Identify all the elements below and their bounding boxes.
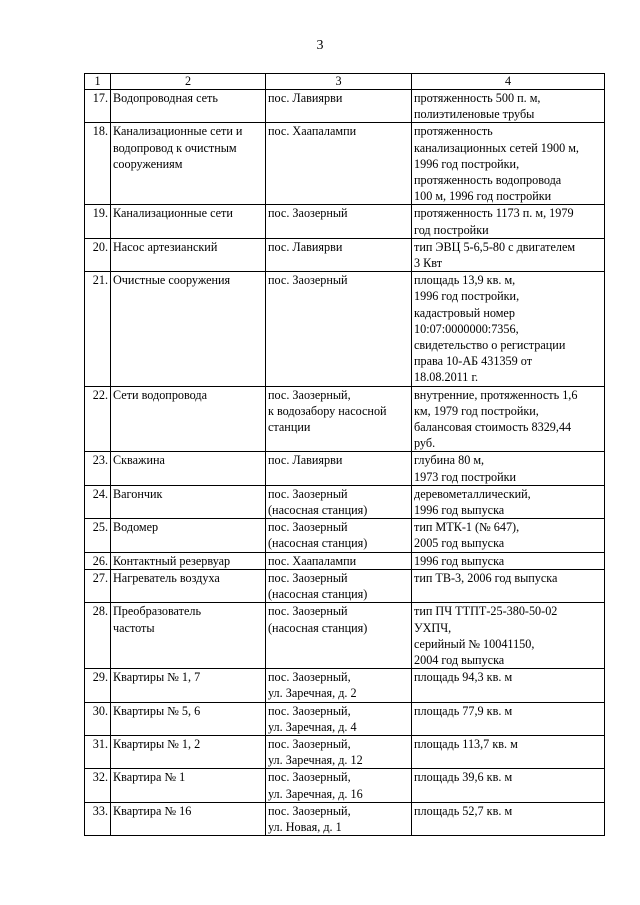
page-number: 3	[316, 38, 324, 53]
object-location: пос. Заозерный, к водозабору насосной станции	[266, 386, 412, 452]
object-name: Водопроводная сеть	[111, 90, 266, 123]
object-details: протяженность 1173 п. м, 1979 год постройки	[412, 205, 605, 238]
table-row	[85, 769, 605, 802]
column-header-3: 3	[266, 74, 412, 90]
row-number: 26.	[85, 552, 111, 569]
object-location: пос. Заозерный (насосная станция)	[266, 569, 412, 602]
object-location: пос. Заозерный, ул. Заречная, д. 4	[266, 702, 412, 735]
row-number: 24.	[85, 485, 111, 518]
object-location: пос. Лавиярви	[266, 90, 412, 123]
object-location: пос. Заозерный, ул. Заречная, д. 12	[266, 735, 412, 768]
table-row	[85, 485, 605, 518]
table-body	[85, 90, 605, 836]
table-row	[85, 603, 605, 669]
table-row	[85, 702, 605, 735]
object-name: Нагреватель воздуха	[111, 569, 266, 602]
object-location: пос. Заозерный	[266, 205, 412, 238]
object-details: площадь 77,9 кв. м	[412, 702, 605, 735]
object-location: пос. Заозерный (насосная станция)	[266, 485, 412, 518]
object-name: Преобразователь частоты	[111, 603, 266, 669]
object-details: протяженность 500 п. м, полиэтиленовые трубы	[412, 90, 605, 123]
object-name: Квартиры № 1, 7	[111, 669, 266, 702]
table-row	[85, 802, 605, 835]
object-details: тип ЭВЦ 5-6,5-80 с двигателем 3 Квт	[412, 238, 605, 271]
object-location: пос. Хаапалампи	[266, 123, 412, 205]
row-number: 18.	[85, 123, 111, 205]
object-details: деревометаллический, 1996 год выпуска	[412, 485, 605, 518]
object-name: Квартиры № 1, 2	[111, 735, 266, 768]
row-number: 31.	[85, 735, 111, 768]
object-location: пос. Заозерный, ул. Новая, д. 1	[266, 802, 412, 835]
table-row	[85, 735, 605, 768]
column-header-4: 4	[412, 74, 605, 90]
table-row	[85, 205, 605, 238]
row-number: 20.	[85, 238, 111, 271]
row-number: 25.	[85, 519, 111, 552]
object-location: пос. Заозерный, ул. Заречная, д. 2	[266, 669, 412, 702]
object-details: площадь 39,6 кв. м	[412, 769, 605, 802]
row-number: 27.	[85, 569, 111, 602]
row-number: 23.	[85, 452, 111, 485]
row-number: 28.	[85, 603, 111, 669]
row-number: 19.	[85, 205, 111, 238]
column-header-1: 1	[85, 74, 111, 90]
object-location: пос. Заозерный, ул. Заречная, д. 16	[266, 769, 412, 802]
table-row	[85, 452, 605, 485]
table-row	[85, 519, 605, 552]
object-name: Квартира № 16	[111, 802, 266, 835]
table-row	[85, 569, 605, 602]
table-row	[85, 272, 605, 386]
object-details: тип ТВ-3, 2006 год выпуска	[412, 569, 605, 602]
object-location: пос. Хаапалампи	[266, 552, 412, 569]
object-name: Вагончик	[111, 485, 266, 518]
object-location: пос. Лавиярви	[266, 238, 412, 271]
object-location: пос. Заозерный (насосная станция)	[266, 519, 412, 552]
row-number: 22.	[85, 386, 111, 452]
row-number: 33.	[85, 802, 111, 835]
object-details: протяженность канализационных сетей 1900 м, 1996 год постройки, протяженность водопровода 100 м, 1996 год постройки	[412, 123, 605, 205]
object-details: площадь 52,7 кв. м	[412, 802, 605, 835]
table-row	[85, 238, 605, 271]
object-name: Сети водопровода	[111, 386, 266, 452]
table-row	[85, 386, 605, 452]
column-header-2: 2	[111, 74, 266, 90]
row-number: 29.	[85, 669, 111, 702]
object-name: Очистные сооружения	[111, 272, 266, 386]
object-details: тип МТК-1 (№ 647), 2005 год выпуска	[412, 519, 605, 552]
object-name: Квартира № 1	[111, 769, 266, 802]
object-details: площадь 13,9 кв. м, 1996 год постройки, кадастровый номер 10:07:0000000:7356, свидетельство о регистрации права 10-АБ 431359 от 18.08.2011 г.	[412, 272, 605, 386]
row-number: 32.	[85, 769, 111, 802]
object-name: Контактный резервуар	[111, 552, 266, 569]
object-name: Насос артезианский	[111, 238, 266, 271]
object-details: 1996 год выпуска	[412, 552, 605, 569]
row-number: 17.	[85, 90, 111, 123]
object-details: тип ПЧ ТТПТ-25-380-50-02 УХПЧ, серийный № 10041150, 2004 год выпуска	[412, 603, 605, 669]
object-name: Скважина	[111, 452, 266, 485]
table-row	[85, 90, 605, 123]
object-details: внутренние, протяженность 1,6 км, 1979 год постройки, балансовая стоимость 8329,44 руб.	[412, 386, 605, 452]
table-row	[85, 552, 605, 569]
object-location: пос. Заозерный (насосная станция)	[266, 603, 412, 669]
object-details: площадь 113,7 кв. м	[412, 735, 605, 768]
object-details: глубина 80 м, 1973 год постройки	[412, 452, 605, 485]
table-row	[85, 123, 605, 205]
row-number: 21.	[85, 272, 111, 386]
object-name: Водомер	[111, 519, 266, 552]
property-table	[84, 73, 605, 836]
object-name: Квартиры № 5, 6	[111, 702, 266, 735]
row-number: 30.	[85, 702, 111, 735]
object-name: Канализационные сети и водопровод к очистным сооружениям	[111, 123, 266, 205]
object-name: Канализационные сети	[111, 205, 266, 238]
table-header-row	[85, 74, 605, 90]
object-details: площадь 94,3 кв. м	[412, 669, 605, 702]
object-location: пос. Заозерный	[266, 272, 412, 386]
table-row	[85, 669, 605, 702]
object-location: пос. Лавиярви	[266, 452, 412, 485]
